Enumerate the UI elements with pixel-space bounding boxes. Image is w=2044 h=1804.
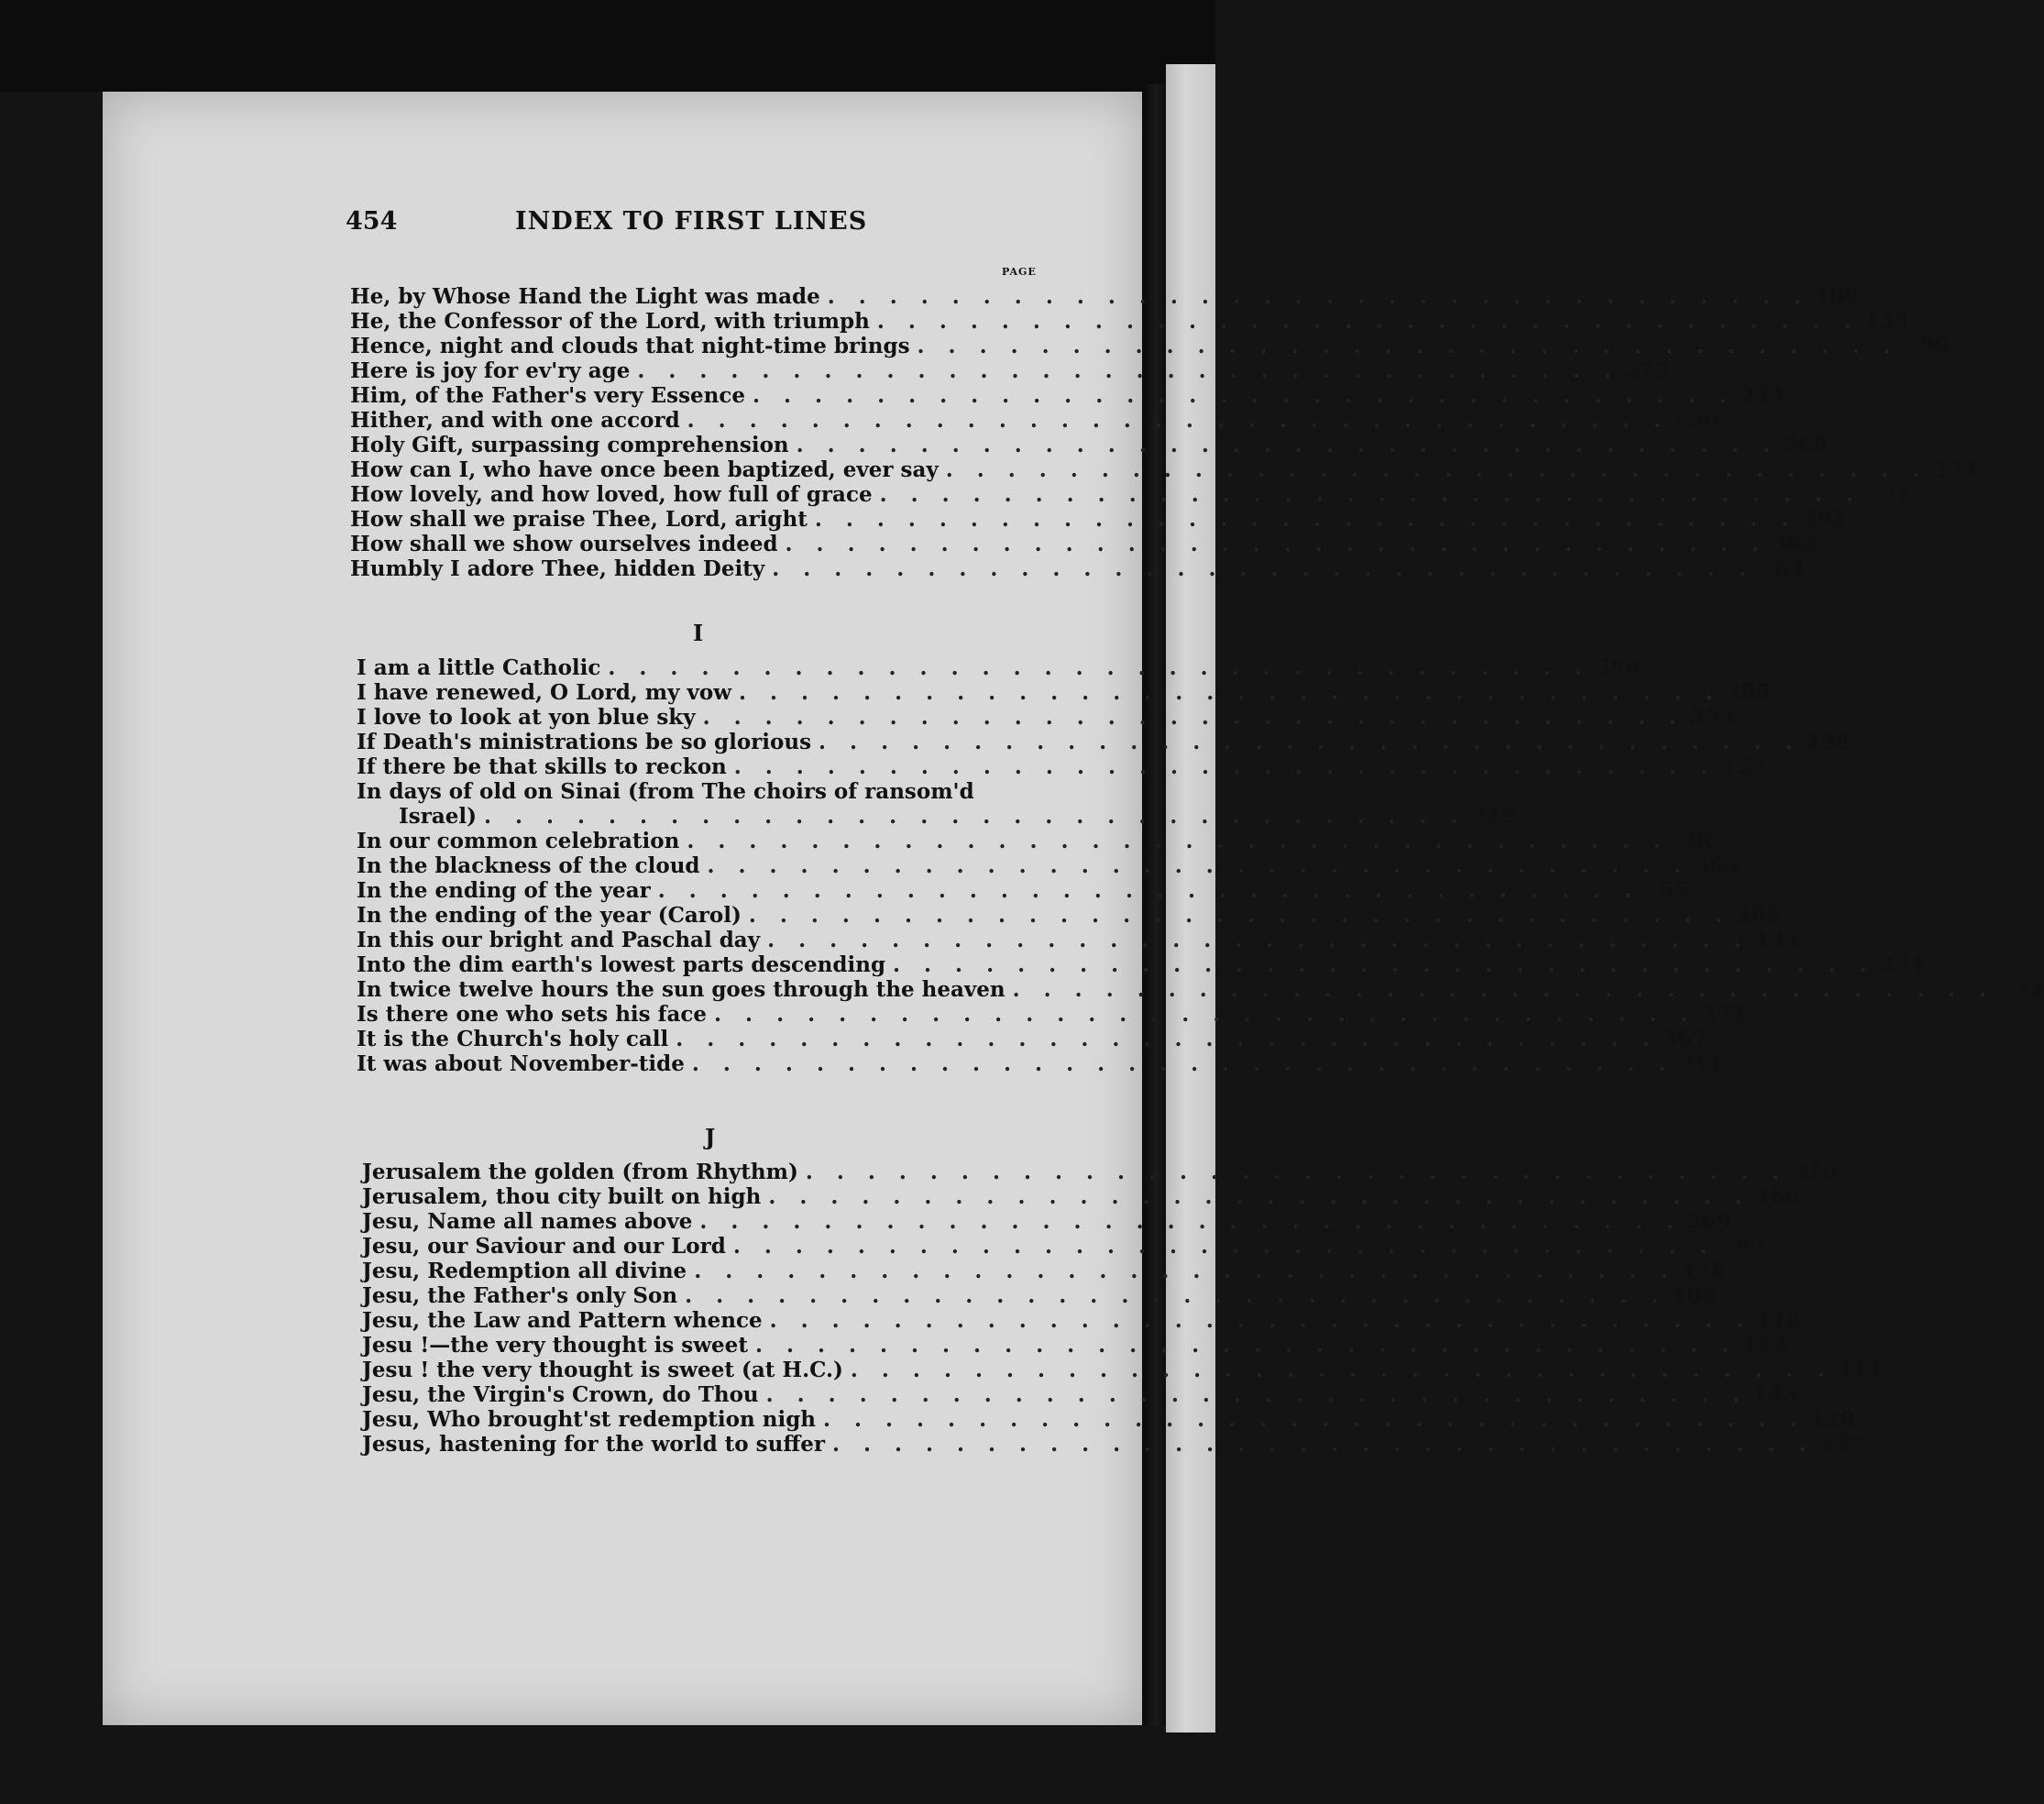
index-entry — [357, 705, 1735, 730]
index-entry — [357, 1027, 1708, 1051]
index-entry — [350, 408, 1720, 433]
first-line-text: Humbly I adore Thee, hidden Deity — [350, 556, 765, 581]
index-entry — [350, 532, 1818, 556]
first-line-text: Jesu, Who brought'st redemption nigh — [362, 1407, 816, 1432]
first-line-text: Holy Gift, surpassing comprehension — [350, 433, 789, 457]
page-reference: 95 — [1735, 1234, 1765, 1259]
page-reference: 250 — [1675, 408, 1720, 433]
first-line-text: Is there one who sets his face — [357, 1002, 708, 1027]
page-reference: 323 — [1690, 705, 1735, 730]
dot-leader: . . . . . . . . . . . . . . . . . . . . . . . . . . . . . . . . — [702, 705, 1686, 730]
page-reference: 143 — [1753, 1382, 1798, 1407]
page-reference: 114 — [1838, 1358, 1883, 1382]
page-reference: 428 — [1806, 730, 1851, 754]
dot-leader: . . . . . . . . . . . . . . . . . . . . . . . . . . . . . . . . — [687, 408, 1670, 433]
dot-leader: . . . . . . . . . . . . . . . . . . . . . . . . . . . . . . . . — [831, 1432, 1815, 1457]
dot-leader: . . . . . . . . . . . . . . . . . . . . . . . . . . . . . . . . — [732, 1234, 1716, 1259]
index-entry — [350, 482, 1912, 507]
page-reference: 32 — [2015, 977, 2044, 1002]
dot-leader: . . . . . . . . . . . . . . . . . . . . . . . . . . . . . . . . — [714, 1002, 1697, 1027]
page-reference: 268 — [1784, 433, 1829, 457]
first-line-text: How shall we praise Thee, Lord, aright — [350, 507, 808, 532]
first-line-text: In the blackness of the cloud — [357, 853, 700, 878]
dot-leader: . . . . . . . . . . . . . . . . . . . . . . . . . . . . . . . . — [637, 358, 1620, 383]
index-section-i — [357, 655, 2044, 1076]
index-entry — [350, 507, 1847, 532]
page-reference: 168 — [1755, 1184, 1800, 1209]
index-entry — [350, 433, 1829, 457]
page-reference: 363 — [1694, 853, 1739, 878]
dot-leader: . . . . . . . . . . . . . . . . . . . . . . . . . . . . . . . . — [765, 1382, 1749, 1407]
page-reference: 138 — [1864, 309, 1909, 334]
dot-leader: . . . . . . . . . . . . . . . . . . . . . . . . . . . . . . . . — [819, 730, 1801, 754]
first-line-text: Jerusalem the golden (from Rhythm) — [362, 1160, 798, 1184]
page-reference: 106 — [1672, 1283, 1717, 1308]
first-line-text: How can I, who have once been baptized, ever say — [350, 457, 939, 482]
dot-leader: . . . . . . . . . . . . . . . . . . . . . . . . . . . . . . . . — [691, 1051, 1675, 1076]
index-section-j — [362, 1160, 1883, 1457]
first-line-text: In the ending of the year — [357, 878, 651, 903]
dot-leader: . . . . . . . . . . . . . . . . . . . . . . . . . . . . . . . . — [685, 1283, 1667, 1308]
first-line-text: I love to look at yon blue sky — [357, 705, 696, 730]
dot-leader: . . . . . . . . . . . . . . . . . . . . . . . . . . . . . . . . — [748, 903, 1731, 928]
first-line-text: Into the dim earth's lowest parts descending — [357, 952, 886, 977]
page-reference: 234 — [1880, 952, 1925, 977]
first-line-text: Jesus, hastening for the world to suffer — [362, 1432, 825, 1457]
index-entry — [362, 1382, 1798, 1407]
dot-leader: . . . . . . . . . . . . . . . . . . . . . . . . . . . . . . . . — [733, 754, 1717, 779]
page-reference: 365 — [1773, 532, 1818, 556]
index-entry — [362, 1308, 1802, 1333]
first-line-text: How shall we show ourselves indeed — [350, 532, 778, 556]
first-line-text: Jesu, Redemption all divine — [362, 1259, 687, 1283]
index-entry — [357, 829, 1719, 853]
index-entry — [357, 928, 1799, 952]
dot-leader: . . . . . . . . . . . . . . . . . . . . . . . . . . . . . . . . — [945, 457, 1929, 482]
page-reference: 227 — [1819, 1432, 1864, 1457]
first-line-text: In days of old on Sinai (from The choirs of ransom'd — [357, 779, 974, 804]
index-entry — [362, 1259, 1726, 1283]
page-reference: 210 — [1793, 1160, 1838, 1184]
dot-leader: . . . . . . . . . . . . . . . . . . . . . . . . . . . . . . . . — [850, 1358, 1833, 1382]
index-entry — [350, 457, 1978, 482]
dot-leader: . . . . . . . . . . . . . . . . . . . . . . . . . . . . . . . . — [768, 1184, 1751, 1209]
dot-leader: . . . . . . . . . . . . . . . . . . . . . . . . . . . . . . . . — [687, 829, 1669, 853]
index-entry — [350, 383, 1785, 408]
index-entry — [357, 655, 1640, 680]
first-line-text: Jesu, the Virgin's Crown, do Thou — [362, 1382, 759, 1407]
page-reference: 112 — [1742, 1333, 1787, 1358]
index-entry — [362, 1209, 1731, 1234]
first-line-text: He, by Whose Hand the Light was made — [350, 284, 820, 309]
dot-leader: . . . . . . . . . . . . . . . . . . . . . . . . . . . . . . . . — [694, 1259, 1676, 1283]
index-entry — [350, 358, 1669, 383]
index-entry — [362, 1432, 1864, 1457]
first-line-text: Jesu !—the very thought is sweet — [362, 1333, 748, 1358]
dot-leader: . . . . . . . . . . . . . . . . . . . . . . . . . . . . . . . . — [827, 284, 1810, 309]
index-entry — [362, 1358, 1883, 1382]
first-line-text: Him, of the Father's very Essence — [350, 383, 746, 408]
page-reference: 118 — [1757, 1308, 1802, 1333]
page-reference: 324 — [1933, 457, 1978, 482]
page-reference: 398 — [1595, 655, 1640, 680]
dot-leader: . . . . . . . . . . . . . . . . . . . . . . . . . . . . . . . . — [814, 507, 1797, 532]
first-line-text: It is the Church's holy call — [357, 1027, 669, 1051]
index-entry — [362, 1283, 1717, 1308]
index-entry — [362, 1234, 1765, 1259]
dot-leader: . . . . . . . . . . . . . . . . . . . . . . . . . . . . . . . . — [657, 878, 1641, 903]
page-reference: 373 — [1701, 1002, 1746, 1027]
dot-leader: . . . . . . . . . . . . . . . . . . . . . . . . . . . . . . . . — [796, 433, 1779, 457]
dot-leader: . . . . . . . . . . . . . . . . . . . . . . . . . . . . . . . . — [753, 383, 1735, 408]
first-line-continuation: Israel) — [399, 804, 477, 829]
index-entry — [362, 1407, 1855, 1432]
page-reference: 249 — [1471, 804, 1516, 829]
index-entry — [362, 1184, 1800, 1209]
running-head: INDEX TO FIRST LINES — [515, 207, 868, 236]
dot-leader: . . . . . . . . . . . . . . . . . . . . . . . . . . . . . . . . — [676, 1027, 1658, 1051]
page-reference: 389 — [1726, 680, 1771, 705]
index-entry — [357, 977, 2044, 1002]
index-entry — [350, 556, 1804, 581]
first-line-text: Jesu, the Father's only Son — [362, 1283, 678, 1308]
first-line-text: In the ending of the year (Carol) — [357, 903, 742, 928]
dot-leader: . . . . . . . . . . . . . . . . . . . . . . . . . . . . . . . . — [876, 309, 1860, 334]
index-entry — [357, 1051, 1724, 1076]
dot-leader: . . . . . . . . . . . . . . . . . . . . . . . . . . . . . . . . — [1012, 977, 1995, 1002]
index-entry — [357, 952, 1925, 977]
page-reference: 269 — [1687, 1209, 1731, 1234]
dot-leader: . . . . . . . . . . . . . . . . . . . . . . . . . . . . . . . . — [917, 334, 1900, 358]
index-entry — [357, 730, 1851, 754]
first-line-text: Jesu, the Law and Pattern whence — [362, 1308, 763, 1333]
dot-leader: . . . . . . . . . . . . . . . . . . . . . . . . . . . . . . . . — [739, 680, 1721, 705]
entry-continuation — [357, 804, 1516, 829]
first-line-text: In this our bright and Paschal day — [357, 928, 761, 952]
page-reference: 63 — [1774, 556, 1804, 581]
first-line-text: Hence, night and clouds that night-time brings — [350, 334, 910, 358]
page-reference: 243 — [1740, 383, 1785, 408]
dot-leader: . . . . . . . . . . . . . . . . . . . . . . . . . . . . . . . . — [893, 952, 1875, 977]
first-line-text: I am a little Catholic — [357, 655, 601, 680]
scan-background-top — [0, 0, 1215, 92]
index-entry — [357, 1002, 1746, 1027]
index-entry — [362, 1333, 1787, 1358]
page-reference: 108 — [1815, 284, 1860, 309]
index-entry — [357, 680, 1771, 705]
page-reference: 285 — [1736, 903, 1781, 928]
index-entry — [350, 334, 1950, 358]
index-entry — [357, 903, 1781, 928]
dot-leader: . . . . . . . . . . . . . . . . . . . . . . . . . . . . . . . . — [879, 482, 1863, 507]
first-line-text: Here is joy for ev'ry age — [350, 358, 631, 383]
page-reference: 279 — [1624, 358, 1669, 383]
dot-leader: . . . . . . . . . . . . . . . . . . . . . . . . . . . . . . . . — [785, 532, 1768, 556]
first-line-text: It was about November-tide — [357, 1051, 685, 1076]
first-line-text: Jesu, Name all names above — [362, 1209, 693, 1234]
dot-leader: . . . . . . . . . . . . . . . . . . . . . . . . . . . . . . . . — [754, 1333, 1738, 1358]
first-line-text: I have renewed, O Lord, my vow — [357, 680, 732, 705]
page-column-label: PAGE — [1002, 266, 1037, 278]
page-reference: 120 — [1810, 1407, 1855, 1432]
dot-leader: . . . . . . . . . . . . . . . . . . . . . . . . . . . . . . . . — [823, 1407, 1806, 1432]
page-number: 454 — [346, 207, 398, 236]
dot-leader: . . . . . . . . . . . . . . . . . . . . . . . . . . . . . . . . — [772, 556, 1754, 581]
page-reference: 90 — [1919, 334, 1950, 358]
first-line-text: Jesu, our Saviour and our Lord — [362, 1234, 726, 1259]
dot-leader: . . . . . . . . . . . . . . . . . . . . . . . . . . . . . . . . — [805, 1160, 1788, 1184]
book-page — [103, 92, 2044, 1725]
dot-leader: . . . . . . . . . . . . . . . . . . . . . . . . . . . . . . . . — [483, 804, 1467, 829]
first-line-text: If there be that skills to reckon — [357, 754, 727, 779]
page-reference: 128 — [1681, 1259, 1726, 1283]
first-line-text: In twice twelve hours the sun goes through the heaven — [357, 977, 1006, 1002]
first-line-text: Jesu ! the very thought is sweet (at H.C.) — [362, 1358, 843, 1382]
section-letter-i: I — [693, 620, 704, 646]
first-line-text: In our common celebration — [357, 829, 680, 853]
page-reference: 51 — [1882, 482, 1912, 507]
index-entry — [357, 853, 1739, 878]
first-line-text: Jerusalem, thou city built on high — [362, 1184, 762, 1209]
first-line-text: How lovely, and how loved, how full of grace — [350, 482, 873, 507]
page-reference: 86 — [1688, 829, 1719, 853]
index-entry — [357, 754, 1766, 779]
dot-leader: . . . . . . . . . . . . . . . . . . . . . . . . . . . . . . . . — [767, 928, 1750, 952]
page-reference: 157 — [1721, 754, 1766, 779]
dot-leader: . . . . . . . . . . . . . . . . . . . . . . . . . . . . . . . . — [769, 1308, 1753, 1333]
page-reference: 135 — [1754, 928, 1799, 952]
index-section-h — [350, 284, 1978, 581]
page-reference: 55 — [1660, 878, 1690, 903]
index-entry — [357, 779, 1516, 829]
first-line-text: If Death's ministrations be so glorious — [357, 730, 812, 754]
page-reference: 367 — [1663, 1027, 1708, 1051]
index-entry — [362, 1160, 1838, 1184]
page-reference: 392 — [1802, 507, 1847, 532]
dot-leader: . . . . . . . . . . . . . . . . . . . . . . . . . . . . . . . . — [707, 853, 1689, 878]
index-entry — [350, 309, 1909, 334]
first-line-text: He, the Confessor of the Lord, with triumph — [350, 309, 870, 334]
page-reference: 311 — [1679, 1051, 1724, 1076]
dot-leader: . . . . . . . . . . . . . . . . . . . . . . . . . . . . . . . . — [699, 1209, 1682, 1234]
section-letter-j: J — [705, 1124, 716, 1150]
index-entry — [357, 878, 1690, 903]
first-line-text: Hither, and with one accord — [350, 408, 680, 433]
dot-leader: . . . . . . . . . . . . . . . . . . . . . . . . . . . . . . . . — [608, 655, 1590, 680]
index-entry — [350, 284, 1860, 309]
